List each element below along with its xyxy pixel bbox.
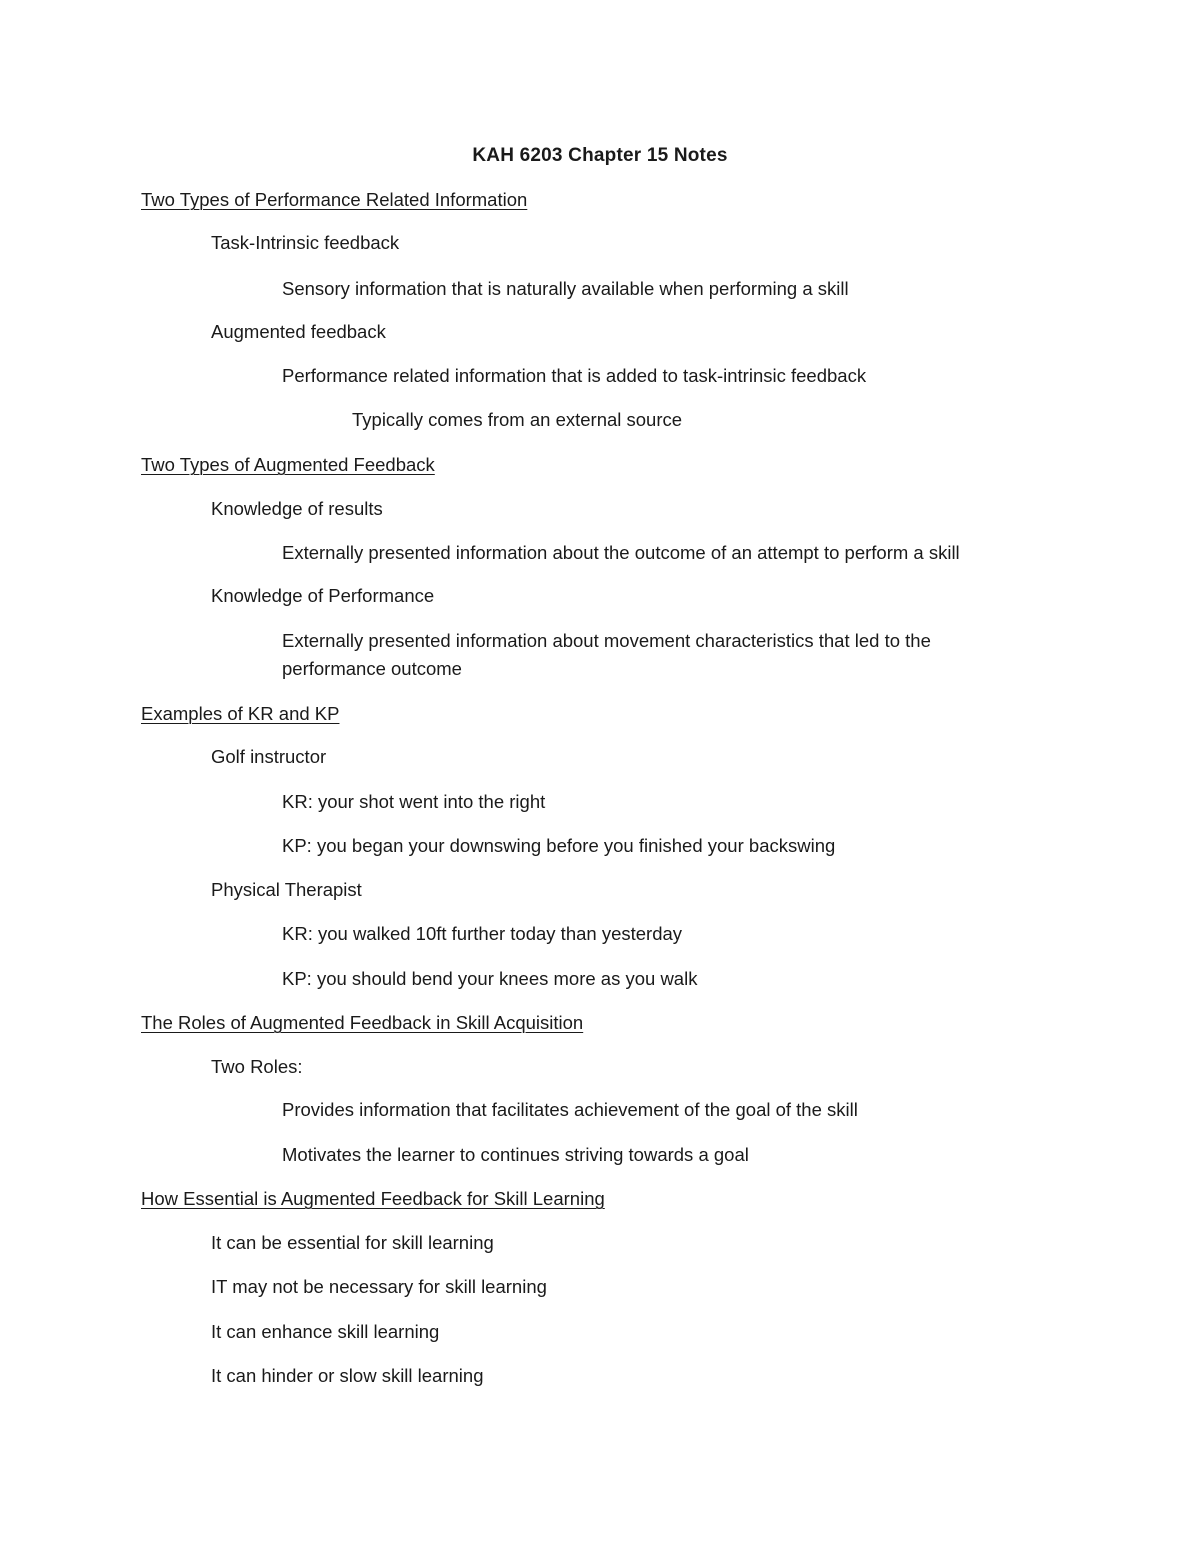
list-item: Augmented feedback [211,321,386,342]
section-heading: How Essential is Augmented Feedback for Skill Learning [141,1188,605,1209]
list-item: KP: you began your downswing before you finished your backswing [282,835,836,856]
section-heading: Two Types of Augmented Feedback [141,454,435,475]
section-heading: Two Types of Performance Related Information [141,189,528,210]
list-item: Knowledge of results [211,498,383,519]
list-item: Externally presented information about movement characteristics that led to the performance outcome [282,630,931,679]
list-item: KR: your shot went into the right [282,791,546,812]
list-item: Sensory information that is naturally available when performing a skill [282,278,849,299]
list-item: Task-Intrinsic feedback [211,232,400,253]
list-item: KP: you should bend your knees more as you walk [282,968,698,989]
list-item: IT may not be necessary for skill learning [211,1276,547,1297]
list-item: Golf instructor [211,746,327,767]
list-item: Externally presented information about the outcome of an attempt to perform a skill [282,542,960,563]
list-item: Physical Therapist [211,879,362,900]
section-heading: Examples of KR and KP [141,703,340,724]
list-item: It can be essential for skill learning [211,1232,494,1253]
list-item: It can hinder or slow skill learning [211,1365,484,1386]
list-item: Knowledge of Performance [211,585,435,606]
list-item: Two Roles: [211,1056,303,1077]
list-item: KR: you walked 10ft further today than yesterday [282,923,683,944]
list-item: Motivates the learner to continues striving towards a goal [282,1144,749,1165]
list-item: It can enhance skill learning [211,1321,440,1342]
section-heading: The Roles of Augmented Feedback in Skill Acquisition [141,1012,584,1033]
page-title: KAH 6203 Chapter 15 Notes [472,145,728,166]
list-item: Typically comes from an external source [352,409,683,430]
list-item: Performance related information that is added to task-intrinsic feedback [282,365,867,386]
list-item: Provides information that facilitates achievement of the goal of the skill [282,1099,858,1120]
